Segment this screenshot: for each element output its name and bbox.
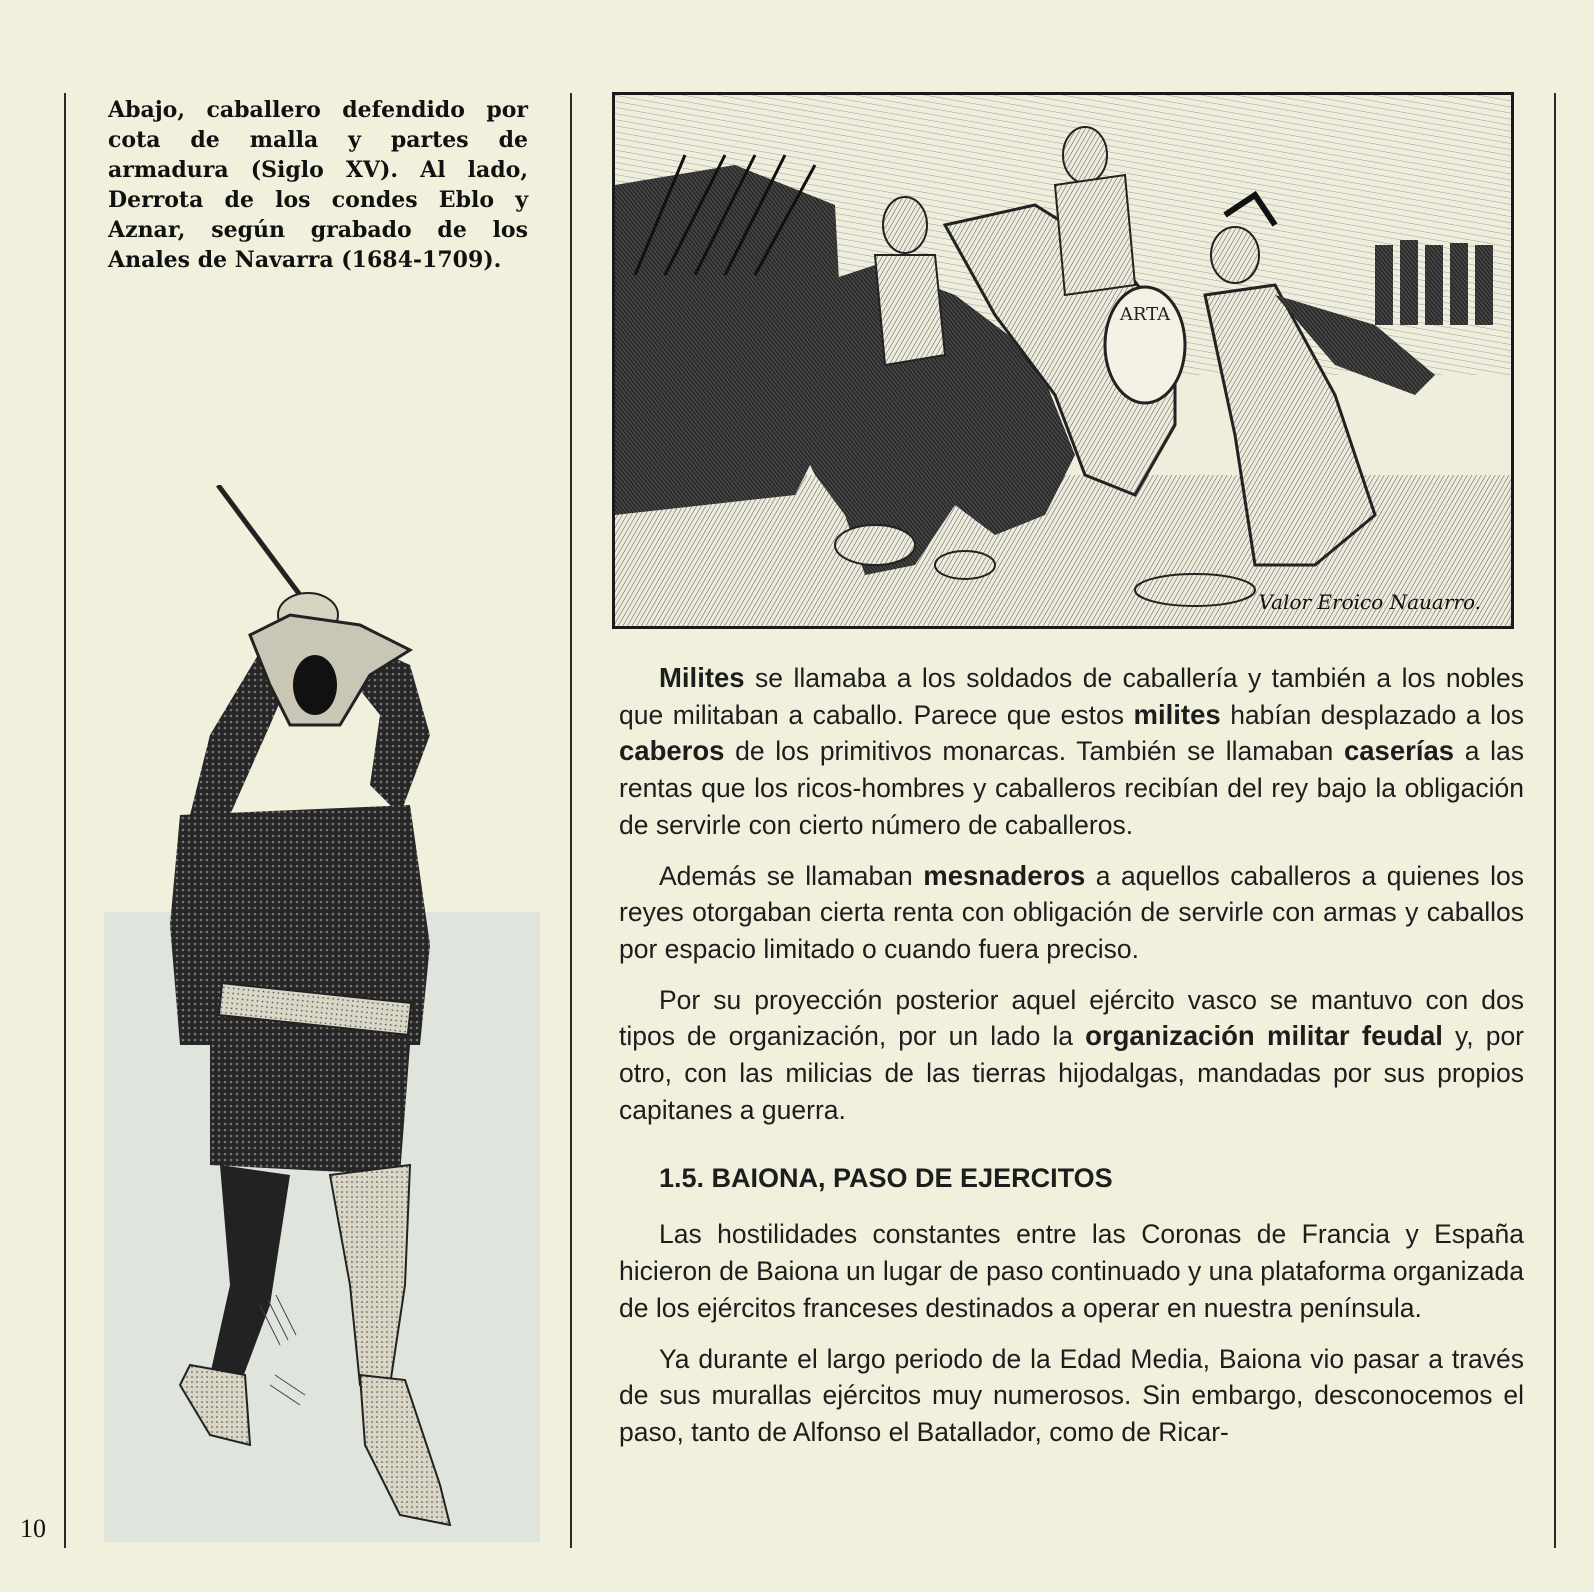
knight-illustration	[150, 485, 490, 1545]
term-milites: Milites	[659, 662, 745, 693]
paragraph-mesnaderos	[619, 858, 1524, 968]
text-run: se llamaba a los soldados de caballería y también a los nobles que militaban a caballo. Parece que estos	[619, 663, 1524, 730]
text-run: Además se llamaban	[659, 860, 924, 891]
term-organizacion-feudal: organización militar feudal	[1085, 1020, 1443, 1052]
middle-column-rule	[570, 93, 572, 1548]
battle-engraving	[612, 92, 1514, 629]
engraving-inscription: Valor Eroico Nauarro.	[1258, 590, 1481, 614]
paragraph-organizacion	[619, 982, 1524, 1129]
term-caserias: caserías	[1343, 735, 1455, 767]
section-heading: 1.5. BAIONA, PASO DE EJERCITOS	[659, 1163, 1113, 1194]
paragraph-edad-media: Ya durante el largo periodo de la Edad Media, Baiona vio pasar a través de sus murallas ejércitos muy numerosos. Sin embargo, desconocemos el paso, tanto de Alfonso el Batallador, como de Ricar-	[619, 1343, 1524, 1447]
shield-inscription: ARTA	[1119, 304, 1171, 325]
main-text	[619, 660, 1524, 1465]
paragraph-milites	[619, 660, 1524, 844]
term-milites-2: milites	[1133, 698, 1221, 730]
term-caberos: caberos	[619, 735, 725, 767]
text-run: de los primitivos monarcas. También se llamaban	[724, 736, 1344, 767]
page-number: 10	[20, 1514, 46, 1543]
text-run: habían desplazado a los	[1220, 699, 1524, 730]
text-run: y, por otro, con las milicias de las tierras hijodalgas, mandadas por sus propios capitanes a guerra.	[619, 1021, 1525, 1125]
right-column-rule	[1554, 93, 1556, 1548]
text-run: a las rentas que los ricos-hombres y caballeros recibían del rey bajo la obligación de servirle con cierto número de caballeros.	[619, 736, 1524, 840]
text-run: Por su proyección posterior aquel ejército vasco se mantuvo con dos tipos de organización, por un lado la	[619, 984, 1524, 1052]
term-mesnaderos: mesnaderos	[923, 859, 1086, 891]
battle-engraving-art	[615, 95, 1511, 626]
paragraph-hostilidades: Las hostilidades constantes entre las Coronas de Francia y España hicieron de Baiona un lugar de paso continuado y una plataforma organizada de los ejércitos franceses destinados a operar en nuestra península.	[619, 1219, 1524, 1323]
left-column-rule	[64, 93, 66, 1548]
figure-caption: Abajo, caballero defendido por cota de malla y partes de armadura (Siglo XV). Al lado, Derrota de los condes Eblo y Aznar, según grabado de los Anales de Navarra (1684-1709).	[108, 97, 528, 273]
text-run: a aquellos caballeros a quienes los reyes otorgaban cierta renta con obligación de servirle con armas y caballos por espacio limitado o cuando fuera preciso.	[619, 860, 1524, 964]
